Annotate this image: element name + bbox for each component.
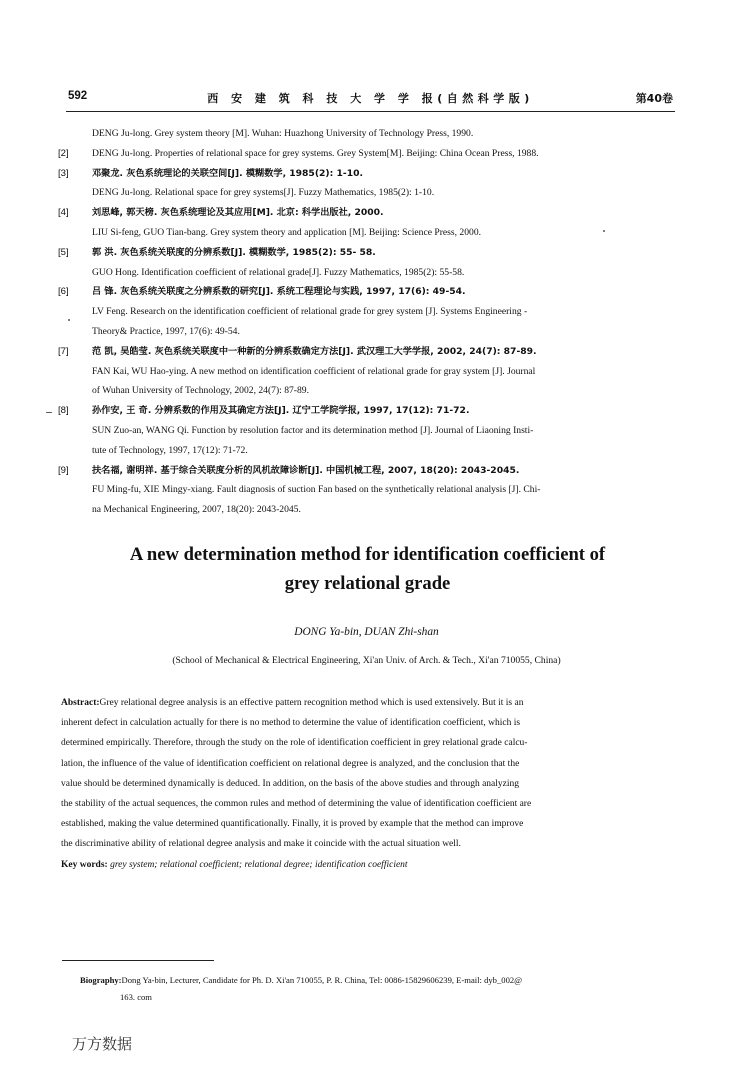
scan-speck: [46, 412, 52, 413]
reference-number: [5]: [58, 246, 69, 258]
abstract-line: value should be determined dynamically is deduced. In addition, on the basis of the above studies and through analyzing: [61, 778, 519, 789]
footnote-text: Dong Ya-bin, Lecturer, Candidate for Ph. D. Xi'an 710055, P. R. China, Tel: 0086-15829606239, E-mail: dyb_002@: [121, 975, 523, 985]
reference-entry: [58, 461, 673, 520]
reference-entry: [58, 243, 673, 283]
abstract: [61, 693, 671, 875]
reference-line-chinese: 郭 洪. 灰色系统关联度的分辨系数[J]. 模糊数学, 1985(2): 55- 58.: [92, 246, 376, 258]
reference-entry: [58, 203, 673, 243]
footnote-line: [80, 972, 672, 989]
reference-line-chinese: 刘思峰, 郭天榜. 灰色系统理论及其应用[M]. 北京: 科学出版社, 2000.: [92, 207, 384, 219]
article-title: [40, 540, 695, 598]
reference-line-english: DENG Ju-long. Relational space for grey systems[J]. Fuzzy Mathematics, 1985(2): 1-10.: [92, 187, 435, 199]
reference-line-chinese: 孙作安, 王 奇. 分辨系数的作用及其确定方法[J]. 辽宁工学院学报, 1997, 17(12): 71-72.: [92, 405, 470, 417]
reference-list: [58, 124, 673, 520]
volume-label: 第40卷: [635, 92, 673, 105]
reference-number: [6]: [58, 286, 69, 298]
reference-line-english: tute of Technology, 1997, 17(12): 71-72.: [92, 444, 248, 456]
reference-entry: [58, 164, 673, 204]
reference-entry: [58, 144, 673, 164]
reference-number: [2]: [58, 147, 69, 159]
reference-entry: [58, 282, 673, 341]
reference-number: [7]: [58, 345, 69, 357]
reference-number: [3]: [58, 167, 69, 179]
article-title-line-1: A new determination method for identification coefficient of: [129, 544, 606, 565]
reference-line-chinese: 扶名福, 谢明祥. 基于综合关联度分析的风机故障诊断[J]. 中国机械工程, 2007, 18(20): 2043-2045.: [92, 464, 520, 476]
abstract-line: the discriminative ability of relational degree analysis and make it coincide with the actual situation well.: [61, 839, 461, 850]
journal-title: 西 安 建 筑 科 技 大 学 学 报(自然科学版): [207, 92, 534, 105]
biography-footnote: [80, 972, 672, 1006]
reference-line-english: na Mechanical Engineering, 2007, 18(20): 2043-2045.: [92, 504, 301, 516]
footnote-line: 163. com: [120, 992, 152, 1002]
wanfang-watermark: 万方数据: [72, 1035, 133, 1053]
scan-speck: [68, 319, 70, 321]
reference-line-english: DENG Ju-long. Properties of relational space for grey systems. Grey System[M]. Beijing: China Ocean Press, 1988.: [92, 147, 539, 159]
reference-line-english: FU Ming-fu, XIE Mingy-xiang. Fault diagnosis of suction Fan based on the synthetically relational analysis [J]. Chi-: [92, 484, 541, 496]
reference-number: [8]: [58, 405, 69, 417]
reference-entry: [58, 124, 673, 144]
reference-line-english: GUO Hong. Identification coefficient of relational grade[J]. Fuzzy Mathematics, 1985(2): 55-58.: [92, 266, 465, 278]
keywords-terms: grey system; relational coefficient; relational degree; identification coefficient: [110, 859, 408, 870]
footnote-label: Biography:: [80, 975, 122, 985]
page-number: 592: [68, 90, 88, 102]
keywords-label: Key words:: [61, 859, 108, 870]
reference-line-chinese: 吕 锋. 灰色系统关联度之分辨系数的研究[J]. 系统工程理论与实践, 1997, 17(6): 49-54.: [92, 286, 466, 298]
reference-number: [9]: [58, 464, 69, 476]
reference-line-english: LIU Si-feng, GUO Tian-bang. Grey system theory and application [M]. Beijing: Science Press, 2000.: [92, 226, 482, 238]
footnote-rule: [62, 960, 214, 961]
abstract-text: Grey relational degree analysis is an effective pattern recognition method which is used extensively. But it is an: [99, 698, 524, 708]
abstract-line: established, making the value determined quantificationally. Finally, it is proved by example that the method can improve: [61, 819, 524, 830]
reference-line-english: FAN Kai, WU Hao-ying. A new method on identification coefficient of relational grade for gray system [J]. Journal: [92, 365, 536, 377]
abstract-line: inherent defect in calculation actually for there is no method to determine the value of identification coefficient, which is: [61, 718, 521, 729]
abstract-line: the stability of the actual sequences, the common rules and method of determining the value of identification coefficient are: [61, 799, 532, 810]
article-affiliation: (School of Mechanical & Electrical Engineering, Xi'an Univ. of Arch. & Tech., Xi'an 710055, China): [172, 655, 561, 666]
scan-speck: [603, 230, 605, 232]
abstract-line: determined empirically. Therefore, through the study on the role of identification coefficient in grey relational grade calcu-: [61, 738, 528, 749]
reference-line-english: DENG Ju-long. Grey system theory [M]. Wuhan: Huazhong University of Technology Press, 1990.: [92, 128, 474, 139]
reference-line-english: LV Feng. Research on the identification coefficient of relational grade for grey system [J]. Systems Engineering -: [92, 306, 528, 318]
article-title-line-2: grey relational grade: [284, 573, 451, 594]
article-authors: DONG Ya-bin, DUAN Zhi-shan: [294, 626, 439, 638]
abstract-line: [61, 693, 671, 713]
reference-entry: [58, 342, 673, 401]
reference-entry: [58, 401, 673, 460]
keywords: [61, 855, 671, 875]
reference-line-english: SUN Zuo-an, WANG Qi. Function by resolution factor and its determination method [J]. Journal of Liaoning Insti-: [92, 424, 534, 436]
reference-line-chinese: 邓聚龙. 灰色系统理论的关联空间[J]. 模糊数学, 1985(2): 1-10.: [92, 167, 363, 179]
reference-number: [4]: [58, 207, 69, 219]
reference-line-chinese: 范 凯, 吴皓莹. 灰色系统关联度中一种新的分辨系数确定方法[J]. 武汉理工大学学报, 2002, 24(7): 87-89.: [92, 345, 537, 357]
reference-line-english: Theory& Practice, 1997, 17(6): 49-54.: [92, 325, 240, 337]
reference-line-english: of Wuhan University of Technology, 2002, 24(7): 87-89.: [92, 385, 309, 397]
abstract-label: Abstract:: [61, 698, 100, 708]
abstract-line: lation, the influence of the value of identification coefficient on relational degree is analyzed, and the conclusion that the: [61, 758, 520, 769]
header-rule: [66, 111, 675, 112]
running-header: [68, 90, 673, 108]
